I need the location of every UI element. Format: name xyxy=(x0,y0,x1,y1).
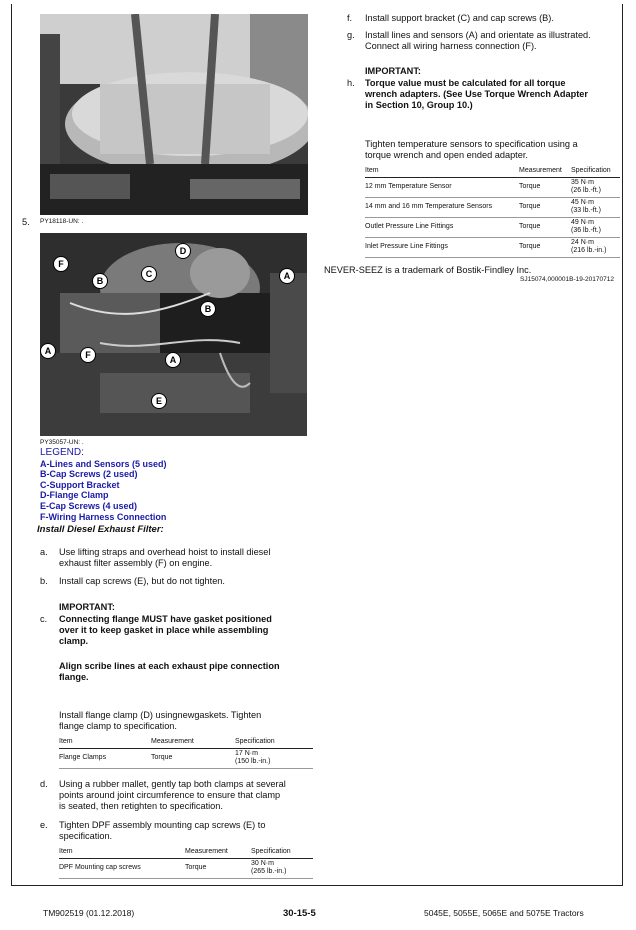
step-a-line1: Use lifting straps and overhead hoist to install diesel xyxy=(59,547,271,557)
callout-a-center: A xyxy=(165,352,181,368)
photo-exhaust-filter-lifting xyxy=(40,14,308,215)
footer-page-number: 30-15-5 xyxy=(283,908,316,919)
table-row xyxy=(365,197,620,217)
sensor-th-item: Item xyxy=(365,166,519,177)
photo-exhaust-components xyxy=(40,233,307,436)
flange-th-measurement: Measurement xyxy=(151,737,235,748)
step-e-line2: specification. xyxy=(59,831,113,841)
step-c-align-line1: Align scribe lines at each exhaust pipe connection xyxy=(59,661,280,671)
flange-th-spec: Specification xyxy=(235,737,313,748)
section-title: Install Diesel Exhaust Filter: xyxy=(37,524,164,535)
flange-spec-nm: 17 N·m xyxy=(235,749,258,757)
step-g-line1: Install lines and sensors (A) and orientate as illustrated. xyxy=(365,30,591,40)
step-b-letter: b. xyxy=(40,576,48,586)
sensor-spec-3-nm: 49 N·m xyxy=(571,218,594,226)
dpf-spec-table xyxy=(59,847,313,879)
step-a-letter: a. xyxy=(40,547,48,557)
step-f-letter: f. xyxy=(347,13,353,23)
sensor-spec-4 xyxy=(571,237,620,257)
callout-d: D xyxy=(175,243,191,259)
step-e-letter: e. xyxy=(40,820,48,830)
legend-item-b: B-Cap Screws (2 used) xyxy=(40,469,138,480)
table-row xyxy=(365,237,620,257)
photo2-caption: PY35057-UN: . xyxy=(40,439,84,446)
legend-item-a: A-Lines and Sensors (5 used) xyxy=(40,458,167,469)
legend-item-d: D-Flange Clamp xyxy=(40,490,109,501)
footer-tractor-models: 5045E, 5055E, 5065E and 5075E Tractors xyxy=(424,908,584,918)
sensor-item-4: Inlet Pressure Line Fittings xyxy=(365,237,519,257)
step-d-line1: Using a rubber mallet, gently tap both clamps at several xyxy=(59,779,286,789)
step-c-line1: Connecting flange MUST have gasket positioned xyxy=(59,614,272,624)
step-h-line3: in Section 10, Group 10.) xyxy=(365,100,473,110)
step-c-line2: over it to keep gasket in place while assembling xyxy=(59,625,269,635)
step-c-flange-line1: Install flange clamp (D) usingnewgaskets. Tighten xyxy=(59,710,262,720)
legend-item-c: C-Support Bracket xyxy=(40,479,120,490)
flange-spec xyxy=(235,748,313,768)
sensor-spec-1-imperial: (26 lb.-ft.) xyxy=(571,187,601,194)
dpf-spec xyxy=(251,858,313,878)
important-label-right: IMPORTANT: xyxy=(365,66,421,76)
sensor-th-spec: Specification xyxy=(571,166,620,177)
callout-b-right: B xyxy=(200,301,216,317)
dpf-th-spec: Specification xyxy=(251,847,313,858)
step-h-line1: Torque value must be calculated for all torque xyxy=(365,78,566,88)
sensor-spec-table xyxy=(365,166,620,258)
step-c-align xyxy=(59,661,315,683)
step-a-line2: exhaust filter assembly (F) on engine. xyxy=(59,558,213,568)
sensor-spec-4-imperial: (216 lb.-in.) xyxy=(571,247,607,254)
step-c-align-line2: flange. xyxy=(59,672,89,682)
callout-b-left: B xyxy=(92,273,108,289)
table-row xyxy=(59,858,313,878)
step-c-line3: clamp. xyxy=(59,636,89,646)
step-e-line1: Tighten DPF assembly mounting cap screws (E) to xyxy=(59,820,266,830)
sensor-spec-1-nm: 35 N·m xyxy=(571,178,594,186)
step-c-warning xyxy=(59,614,315,647)
sensor-spec-2-nm: 45 N·m xyxy=(571,198,594,206)
step-c-flange xyxy=(59,710,315,732)
tighten-line2: torque wrench and open ended adapter. xyxy=(365,150,528,160)
flange-spec-imperial: (150 lb.-in.) xyxy=(235,758,271,765)
doc-code: SJ15074,000001B-19-20170712 xyxy=(520,276,614,283)
sensor-item-1: 12 mm Temperature Sensor xyxy=(365,177,519,197)
step-f-text: Install support bracket (C) and cap screws (B). xyxy=(365,13,554,23)
sensor-measurement-1: Torque xyxy=(519,177,571,197)
flange-th-item: Item xyxy=(59,737,151,748)
dpf-measurement: Torque xyxy=(185,858,251,878)
step-g-text xyxy=(365,30,623,52)
step-h-letter: h. xyxy=(347,78,355,88)
important-label-left: IMPORTANT: xyxy=(59,602,115,612)
footer-manual-id: TM902519 (01.12.2018) xyxy=(43,908,135,918)
sensor-spec-4-nm: 24 N·m xyxy=(571,238,594,246)
legend-title: LEGEND: xyxy=(40,447,84,458)
sensor-measurement-2: Torque xyxy=(519,197,571,217)
step-d-text xyxy=(59,779,315,812)
step-h-text xyxy=(365,78,623,111)
sensor-spec-2-imperial: (33 lb.-ft.) xyxy=(571,207,601,214)
table-row xyxy=(59,748,313,768)
step-g-line2: Connect all wiring harness connection (F). xyxy=(365,41,537,51)
tighten-sensors-text xyxy=(365,139,623,161)
sensor-spec-3 xyxy=(571,217,620,237)
step-g-letter: g. xyxy=(347,30,355,40)
flange-spec-table xyxy=(59,737,313,769)
table-row xyxy=(365,217,620,237)
sensor-spec-3-imperial: (36 lb.-ft.) xyxy=(571,227,601,234)
dpf-spec-nm: 30 N·m xyxy=(251,859,274,867)
dpf-item: DPF Mounting cap screws xyxy=(59,858,185,878)
sensor-spec-2 xyxy=(571,197,620,217)
sensor-th-measurement: Measurement xyxy=(519,166,571,177)
dpf-th-item: Item xyxy=(59,847,185,858)
photo1-caption: PY18118-UN: . xyxy=(40,218,84,225)
step-c-letter: c. xyxy=(40,614,48,624)
dpf-spec-imperial: (265 lb.-in.) xyxy=(251,868,287,875)
step-d-line3: is seated, then retighten to specification. xyxy=(59,801,223,811)
callout-a-right: A xyxy=(279,268,295,284)
callout-f-lower: F xyxy=(80,347,96,363)
sensor-item-3: Outlet Pressure Line Fittings xyxy=(365,217,519,237)
table-row xyxy=(365,177,620,197)
trademark-note: NEVER-SEEZ is a trademark of Bostik-Findley Inc. xyxy=(324,265,532,275)
step-h-line2: wrench adapters. (See Use Torque Wrench Adapter xyxy=(365,89,588,99)
callout-f-top: F xyxy=(53,256,69,272)
callout-a-left: A xyxy=(40,343,56,359)
step-e-text xyxy=(59,820,315,842)
step-b-text: Install cap screws (E), but do not tighten. xyxy=(59,576,225,586)
flange-measurement: Torque xyxy=(151,748,235,768)
step-d-letter: d. xyxy=(40,779,48,789)
callout-e: E xyxy=(151,393,167,409)
step-c-flange-line2: flange clamp to specification. xyxy=(59,721,177,731)
step-a-text xyxy=(59,547,315,569)
sensor-measurement-3: Torque xyxy=(519,217,571,237)
step-number: 5. xyxy=(22,217,30,227)
sensor-item-2: 14 mm and 16 mm Temperature Sensors xyxy=(365,197,519,217)
sensor-measurement-4: Torque xyxy=(519,237,571,257)
legend xyxy=(40,448,310,522)
callout-c: C xyxy=(141,266,157,282)
tighten-line1: Tighten temperature sensors to specification using a xyxy=(365,139,578,149)
legend-item-f: F-Wiring Harness Connection xyxy=(40,511,167,522)
step-d-line2: points around joint circumference to ensure that clamp xyxy=(59,790,281,800)
flange-item: Flange Clamps xyxy=(59,748,151,768)
dpf-th-measurement: Measurement xyxy=(185,847,251,858)
sensor-spec-1 xyxy=(571,177,620,197)
legend-item-e: E-Cap Screws (4 used) xyxy=(40,500,138,511)
